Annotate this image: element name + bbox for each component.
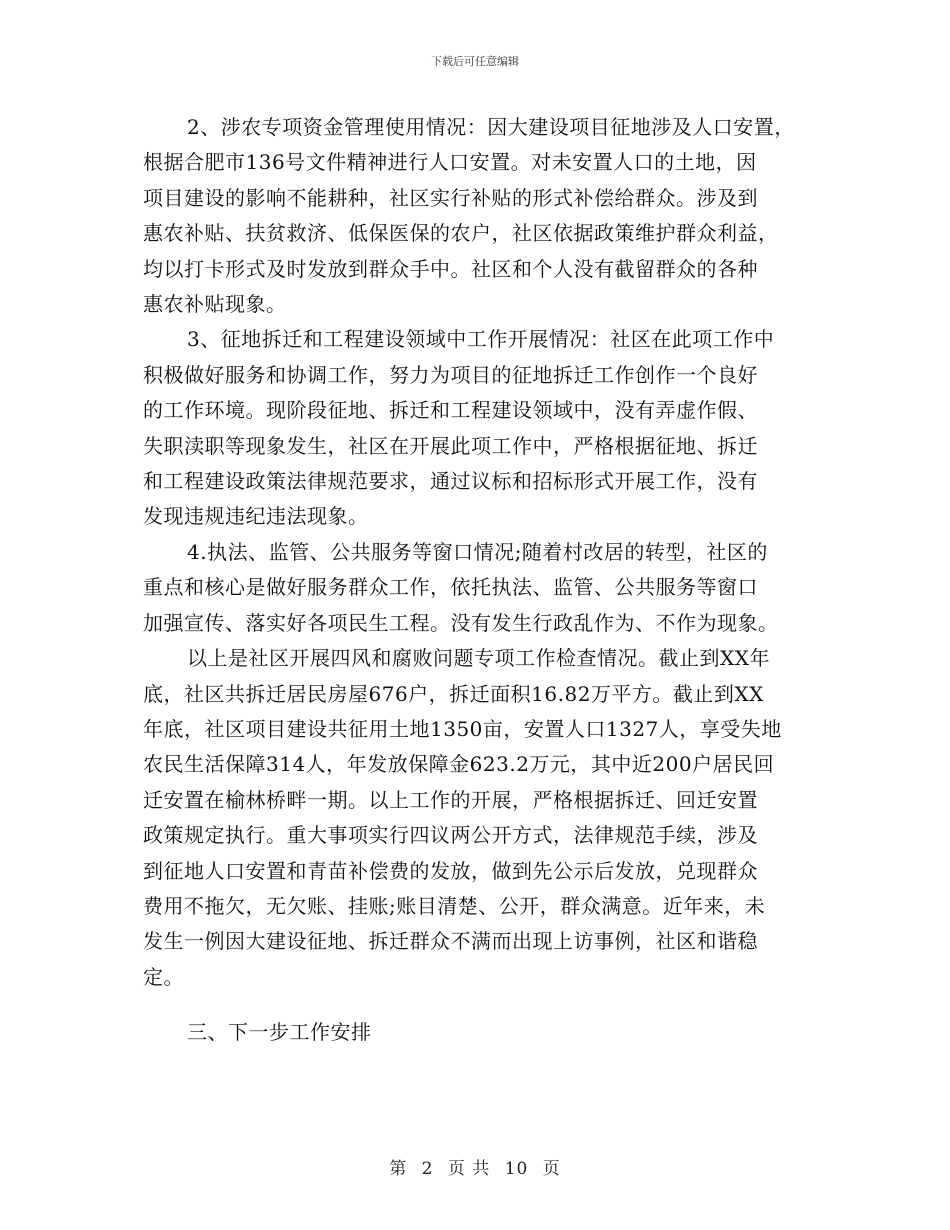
page-header: 下载后可任意编辑	[431, 55, 519, 68]
text-line: 2、涉农专项资金管理使用情况：因大建设项目征地涉及人口安置，	[187, 115, 795, 139]
text-line: 均以打卡形式及时发放到群众手中。社区和个人没有截留群众的各种	[143, 256, 758, 281]
text-line: 到征地人口安置和青苗补偿费的发放，做到先公示后发放，兑现群众	[143, 858, 758, 883]
page-footer	[0, 1154, 950, 1179]
paragraph-land-demolition	[143, 322, 808, 534]
footer-page-number: 2	[421, 1159, 434, 1179]
text-line: 4.执法、监管、公共服务等窗口情况;随着村改居的转型，社区的	[187, 539, 768, 564]
text-line: 根据合肥市136号文件精神进行人口安置。对未安置人口的土地，因	[143, 150, 757, 175]
text-line: 失职渎职等现象发生，社区在开展此项工作中，严格根据征地、拆迁	[143, 433, 758, 458]
section-heading-text: 三、下一步工作安排	[187, 1020, 372, 1045]
text-line: 项目建设的影响不能耕种，社区实行补贴的形式补偿给群众。涉及到	[143, 185, 758, 210]
text-line: 年底，社区项目建设共征用土地1350亩，安置人口1327人，享受失地	[143, 716, 782, 741]
text-line: 以上是社区开展四风和腐败问题专项工作检查情况。截止到XX年	[187, 646, 770, 671]
footer-middle: 页 共	[447, 1159, 491, 1179]
document-body	[143, 110, 808, 1051]
text-line: 底，社区共拆迁居民房屋676户，拆迁面积16.82万平方。截止到XX	[143, 681, 764, 706]
text-line: 积极做好服务和协调工作，努力为项目的征地拆迁工作创作一个良好	[143, 362, 758, 387]
paragraph-summary	[143, 641, 808, 995]
text-line: 惠农补贴现象。	[143, 292, 287, 317]
text-line: 的工作环境。现阶段征地、拆迁和工程建设领域中，没有弄虚作假、	[143, 398, 758, 423]
text-line: 惠农补贴、扶贫救济、低保医保的农户，社区依据政策维护群众利益，	[143, 221, 779, 246]
footer-total-pages: 10	[504, 1159, 529, 1179]
text-line: 重点和核心是做好服务群众工作，依托执法、监管、公共服务等窗口	[143, 575, 758, 600]
footer-prefix: 第	[389, 1159, 408, 1179]
section-heading	[143, 1015, 808, 1050]
text-line: 发生一例因大建设征地、拆迁群众不满而出现上访事例，社区和谐稳	[143, 929, 758, 954]
footer-suffix: 页	[542, 1159, 561, 1179]
paragraph-agri-funds	[143, 110, 808, 322]
text-line: 费用不拖欠，无欠账、挂账;账目清楚、公开，群众满意。近年来，未	[143, 893, 766, 918]
text-line: 加强宣传、落实好各项民生工程。没有发生行政乱作为、不作为现象。	[143, 610, 779, 635]
paragraph-service-windows	[143, 535, 808, 641]
text-line: 迁安置在榆林桥畔一期。以上工作的开展，严格根据拆迁、回迁安置	[143, 787, 758, 812]
text-line: 定。	[143, 964, 184, 989]
text-line: 发现违规违纪违法现象。	[143, 504, 369, 529]
text-line: 和工程建设政策法律规范要求，通过议标和招标形式开展工作，没有	[143, 469, 758, 494]
text-line: 政策规定执行。重大事项实行四议两公开方式，法律规范手续，涉及	[143, 823, 758, 848]
text-line: 农民生活保障314人，年发放保障金623.2万元，其中近200户居民回	[143, 752, 775, 777]
text-line: 3、征地拆迁和工程建设领域中工作开展情况：社区在此项工作中	[187, 327, 775, 352]
